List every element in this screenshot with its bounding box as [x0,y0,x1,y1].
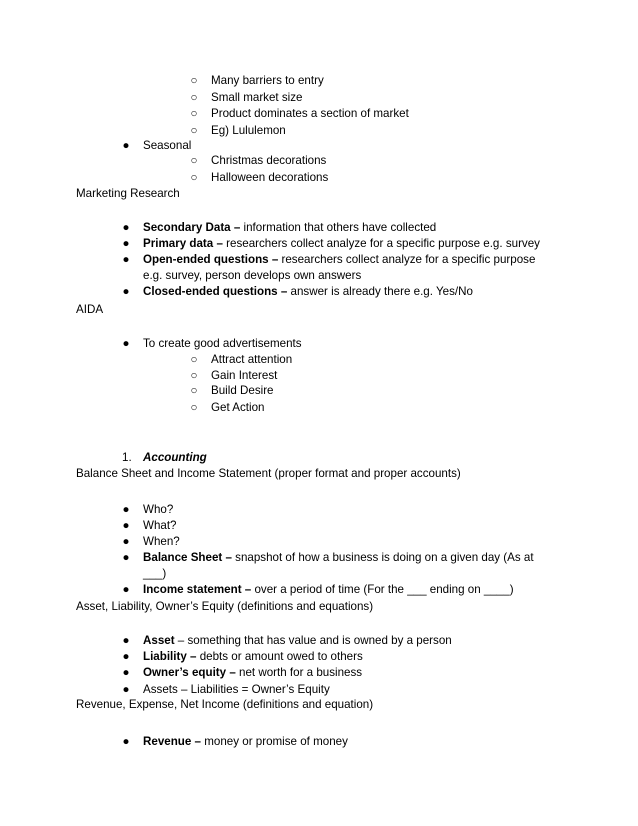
bullet-hollow: ○ [190,171,198,184]
definition: snapshot of how a business is doing on a given day (As at [231,551,534,564]
bullet-filled: ● [122,503,130,516]
bullet-hollow: ○ [190,74,198,87]
bullet-filled: ● [122,583,130,596]
section-number: 1. [122,451,132,464]
list-item [143,237,540,251]
bullet-filled: ● [122,285,130,298]
definition: answer is already there e.g. Yes/No [287,285,473,298]
bullet-hollow: ○ [190,353,198,366]
bullet-filled: ● [122,650,130,663]
term: Closed-ended questions – [143,285,288,298]
heading-revenue-expense: Revenue, Expense, Net Income (definitions and equation) [76,698,374,711]
list-item: Attract attention [211,353,293,366]
list-item-continuation: e.g. survey, person develops own answers [143,269,362,282]
term: Revenue – [143,735,201,748]
term: Open-ended questions – [143,253,279,266]
list-item [143,253,535,267]
list-item: Eg) Lululemon [211,124,286,137]
bullet-hollow: ○ [190,124,198,137]
list-item: Assets – Liabilities = Owner’s Equity [143,683,330,696]
list-item [143,221,436,235]
heading-asset-liability: Asset, Liability, Owner’s Equity (definitions and equations) [76,600,374,613]
term: Owner’s equity – [143,666,236,679]
list-item: Seasonal [143,139,192,152]
list-item: Small market size [211,91,303,104]
bullet-hollow: ○ [190,91,198,104]
list-item: Halloween decorations [211,171,329,184]
definition: over a period of time (For the ___ ending on ____) [251,583,514,596]
bullet-filled: ● [122,221,130,234]
bullet-filled: ● [122,337,130,350]
list-item [143,285,473,299]
definition: money or promise of money [201,735,348,748]
bullet-filled: ● [122,634,130,647]
heading-marketing-research: Marketing Research [76,187,180,200]
heading-balance-sheet: Balance Sheet and Income Statement (proper format and proper accounts) [76,467,461,480]
bullet-filled: ● [122,519,130,532]
list-item-continuation: ___) [143,567,167,580]
list-item: When? [143,535,180,548]
definition: net worth for a business [235,666,363,679]
list-item: Product dominates a section of market [211,107,409,120]
bullet-filled: ● [122,551,130,564]
bullet-filled: ● [122,666,130,679]
list-item: Christmas decorations [211,154,327,167]
bullet-filled: ● [122,683,130,696]
term: Balance Sheet – [143,551,232,564]
bullet-filled: ● [122,253,130,266]
bullet-hollow: ○ [190,107,198,120]
list-item [143,666,362,680]
list-item: What? [143,519,177,532]
list-item: Many barriers to entry [211,74,324,87]
list-item: Build Desire [211,384,274,397]
list-item [143,650,363,664]
list-item: To create good advertisements [143,337,302,350]
list-item: Gain Interest [211,369,278,382]
term: Secondary Data – [143,221,241,234]
list-item: Get Action [211,401,265,414]
definition: – something that has value and is owned by a person [174,634,452,647]
term: Income statement – [143,583,252,596]
definition: researchers collect analyze for a specific purpose e.g. survey [222,237,540,250]
list-item [143,634,452,648]
definition: information that others have collected [240,221,437,234]
heading-aida: AIDA [76,303,104,316]
bullet-hollow: ○ [190,369,198,382]
term: Asset [143,634,175,647]
bullet-hollow: ○ [190,401,198,414]
definition: researchers collect analyze for a specific purpose [278,253,536,266]
bullet-hollow: ○ [190,154,198,167]
bullet-filled: ● [122,535,130,548]
bullet-filled: ● [122,237,130,250]
list-item [143,583,514,597]
list-item [143,551,534,565]
list-item [143,735,348,749]
list-item: Who? [143,503,174,516]
term: Liability – [143,650,197,663]
bullet-hollow: ○ [190,384,198,397]
bullet-filled: ● [122,735,130,748]
section-title: Accounting [143,451,207,464]
definition: debts or amount owed to others [196,650,363,663]
term: Primary data – [143,237,223,250]
bullet-filled: ● [122,139,130,152]
